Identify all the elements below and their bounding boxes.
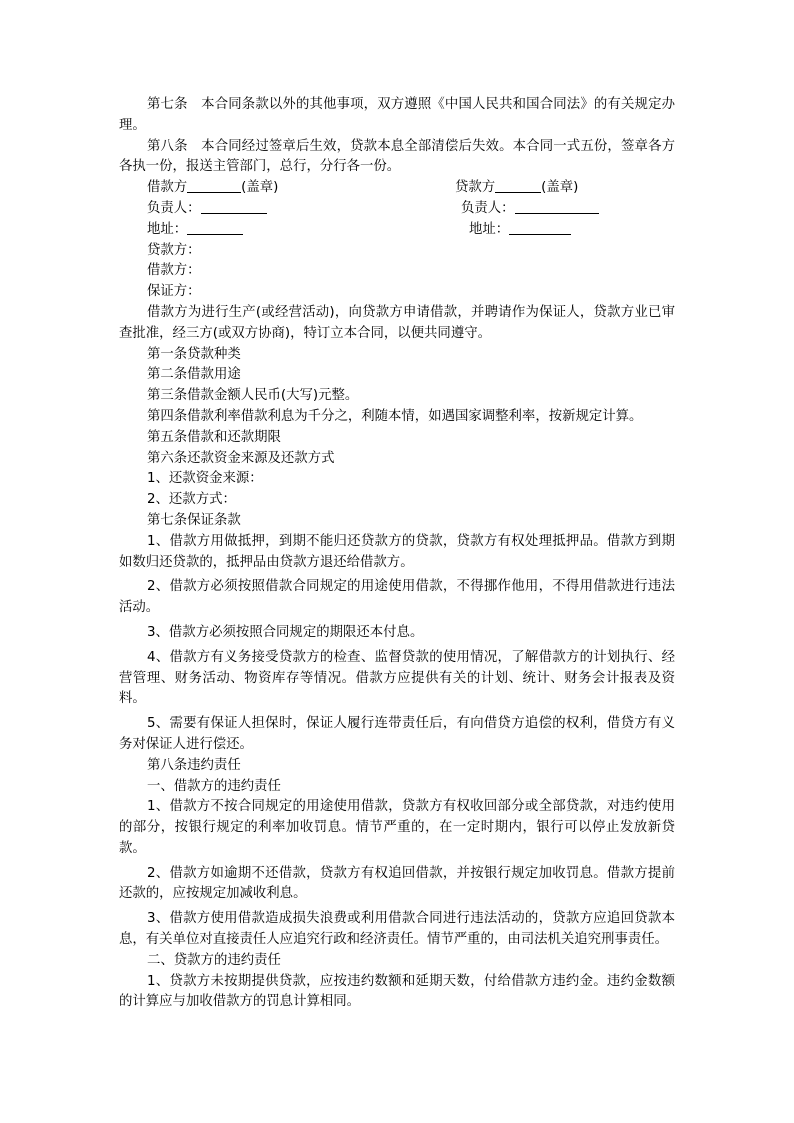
borrower-principal-blank [201, 199, 267, 214]
lender-principal-blank [515, 199, 599, 214]
borrower-address [147, 220, 243, 241]
article-8-heading: 第八条违约责任 [147, 757, 241, 773]
lender-signature [455, 178, 578, 199]
borrower-principal-label: 负责人： [147, 200, 201, 216]
article-8-section-1: 一、借款方的违约责任 [147, 778, 281, 794]
article-2-heading: 第二条借款用途 [147, 367, 241, 383]
lender-address-blank [509, 220, 571, 235]
borrower-address-label: 地址： [147, 221, 188, 237]
article-8-paragraph: 第八条 本合同经过签章后生效，贷款本息全部清偿后失效。本合同一式五份，签章各方各执一份，报送主管部门，总行，分行各一份。 [119, 138, 675, 175]
article-7-heading: 第七条保证条款 [147, 512, 241, 528]
borrower-label: 借款方 [147, 180, 188, 196]
borrower-address-blank [187, 220, 243, 235]
lender-address [469, 220, 571, 241]
lender-seal-label: (盖章) [541, 180, 579, 196]
article-7-item-1: 1、借款方用做抵押，到期不能归还贷款方的贷款，贷款方有权处理抵押品。借款方到期如数归还贷款的，抵押品由贷款方退还给借款方。 [119, 533, 675, 570]
signature-row-principal [119, 199, 675, 220]
borrower-signature [147, 178, 278, 199]
article-8-item-2: 2、借款方如逾期不还借款，贷款方有权追回借款，并按银行规定加收罚息。借款方提前还款的，应按规定加减收利息。 [119, 865, 675, 902]
article-6-heading: 第六条还款资金来源及还款方式 [147, 450, 335, 466]
lender-principal [461, 199, 599, 220]
intro-paragraph: 借款方为进行生产(或经营活动)，向贷款方申请借款，并聘请作为保证人，贷款方业已审查批准，经三方(或双方协商)，特订立本合同，以便共同遵守。 [119, 304, 675, 341]
party-borrower: 借款方： [147, 263, 201, 279]
lender-label: 贷款方 [455, 180, 496, 196]
borrower-blank [187, 178, 241, 193]
party-guarantor: 保证方： [147, 284, 201, 300]
party-lender: 贷款方： [147, 242, 201, 258]
article-7-item-4: 4、借款方有义务接受贷款方的检查、监督贷款的使用情况，了解借款方的计划执行、经营管理、财务活动、物资库存等情况。借款方应提供有关的计划、统计、财务会计报表及资料。 [119, 649, 675, 707]
article-1-heading: 第一条贷款种类 [147, 346, 241, 362]
lender-principal-label: 负责人： [461, 200, 515, 216]
article-7-item-3: 3、借款方必须按照合同规定的期限还本付息。 [147, 624, 424, 640]
article-7-item-2: 2、借款方必须按照借款合同规定的用途使用借款，不得挪作他用，不得用借款进行违法活动。 [119, 579, 675, 616]
document-page [119, 95, 675, 1013]
article-3-line: 第三条借款金额人民币(大写)元整。 [147, 388, 359, 404]
article-8-section-2: 二、贷款方的违约责任 [147, 952, 281, 968]
article-4-line: 第四条借款利率借款利息为千分之，利随本情，如遇国家调整利率，按新规定计算。 [147, 408, 643, 424]
article-6-item-1: 1、还款资金来源： [147, 471, 263, 487]
lender-blank [495, 178, 541, 193]
article-5-heading: 第五条借款和还款期限 [147, 429, 281, 445]
borrower-principal [147, 199, 267, 220]
article-8-item-1: 1、借款方不按合同规定的用途使用借款，贷款方有权收回部分或全部贷款，对违约使用的部分，按银行规定的利率加收罚息。情节严重的，在一定时期内，银行可以停止发放新贷款。 [119, 799, 675, 856]
article-8-item-3: 3、借款方使用借款造成损失浪费或利用借款合同进行违法活动的，贷款方应追回贷款本息，有关单位对直接责任人应追究行政和经济责任。情节严重的，由司法机关追究刑事责任。 [119, 911, 675, 948]
article-7-item-5: 5、需要有保证人担保时，保证人履行连带责任后，有向借贷方追偿的权利，借贷方有义务对保证人进行偿还。 [119, 716, 675, 752]
borrower-seal-label: (盖章) [241, 180, 279, 196]
article-8-item-4: 1、贷款方未按期提供贷款，应按违约数额和延期天数，付给借款方违约金。违约金数额的计算应与加收借款方的罚息计算相同。 [119, 973, 675, 1010]
article-7-paragraph: 第七条 本合同条款以外的其他事项，双方遵照《中国人民共和国合同法》的有关规定办理。 [119, 97, 675, 133]
article-6-item-2: 2、还款方式： [147, 492, 236, 508]
lender-address-label: 地址： [469, 221, 510, 237]
signature-row-address [119, 220, 675, 241]
signature-row-parties [119, 178, 675, 199]
